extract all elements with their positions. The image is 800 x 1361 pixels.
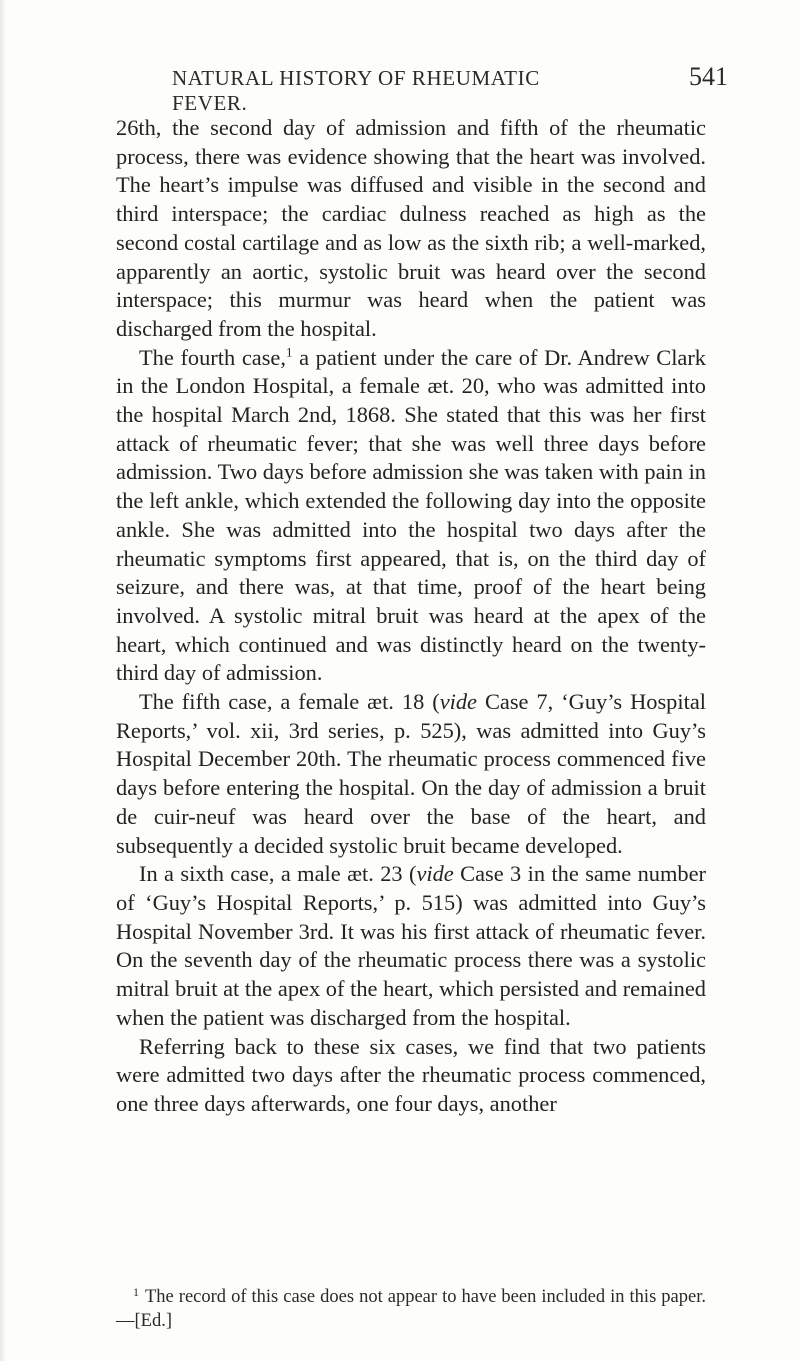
footnote-mark: 1 [133,1285,139,1299]
footnote-text: The record of this case does not appear to have been included in this paper.—[Ed.] [116,1287,706,1331]
paragraph-4 [116,860,706,1032]
paragraph-2-lead: The fourth case, [139,344,286,370]
vide-italic: vide [439,689,477,715]
footnote-reference: 1 [285,344,293,360]
paragraph-3 [116,688,706,860]
paragraph-3-rest: Case 7, ‘Guy’s Hospital Reports,’ vol. xii, 3rd series, p. 525), was admitted into Guy’s Hospital December 20th. The rheumatic process commenced five days before entering the hospital. On the day of admission a bruit de cuir-neuf was heard over the base of the heart, and subsequently a decided systolic bruit became developed. [116,689,706,858]
running-header: NATURAL HISTORY OF RHEUMATIC FEVER. [172,66,540,115]
paragraph-2-rest: a patient under the care of Dr. Andrew Clark in the London Hospital, a female æt. 20, who was admitted into the hospital March 2nd, 1868. She stated that this was her first attack of rheumatic fever; that she was well three days before admission. Two days before admission she was taken with pain in the left ankle, which extended the following day into the opposite ankle. She was admitted into the hospital two days after the rheumatic symptoms first appeared, that is, on the third day of seizure, and there was, at that time, proof of the heart being involved. A systolic mitral bruit was heard at the apex of the heart, which continued and was distinctly heard on the twenty-third day of admission. [116,344,706,686]
paragraph-5: Referring back to these six cases, we find that two patients were admitted two days after the rheumatic process commenced, one three days afterwards, one four days, another [116,1033,706,1116]
footnote [116,1280,706,1333]
paragraph-4-lead: In a sixth case, a male æt. 23 ( [139,861,417,887]
paragraph-1: 26th, the second day of admission and fifth of the rheumatic process, there was evidence showing that the heart was involved. The heart’s impulse was diffused and visible in the second and third interspace; the cardiac dulness reached as high as the second costal cartilage and as low as the sixth rib; a well-marked, apparently an aortic, systolic bruit was heard over the second interspace; this murmur was heard when the patient was discharged from the hospital. [116,115,706,341]
scan-edge-shadow [0,0,6,1361]
paragraph-2 [116,344,706,688]
vide-italic: vide [416,861,454,887]
paragraph-4-rest: Case 3 in the same number of ‘Guy’s Hospital Reports,’ p. 515) was admitted into Guy’s Hospital November 3rd. It was his first attack of rheumatic fever. On the seventh day of the rheumatic process there was a systolic mitral bruit at the apex of the heart, which persisted and remained when the patient was discharged from the hospital. [116,861,706,1030]
paragraph-3-lead: The fifth case, a female æt. 18 ( [139,689,440,715]
page-number: 541 [689,62,728,91]
body-text [116,114,706,1119]
